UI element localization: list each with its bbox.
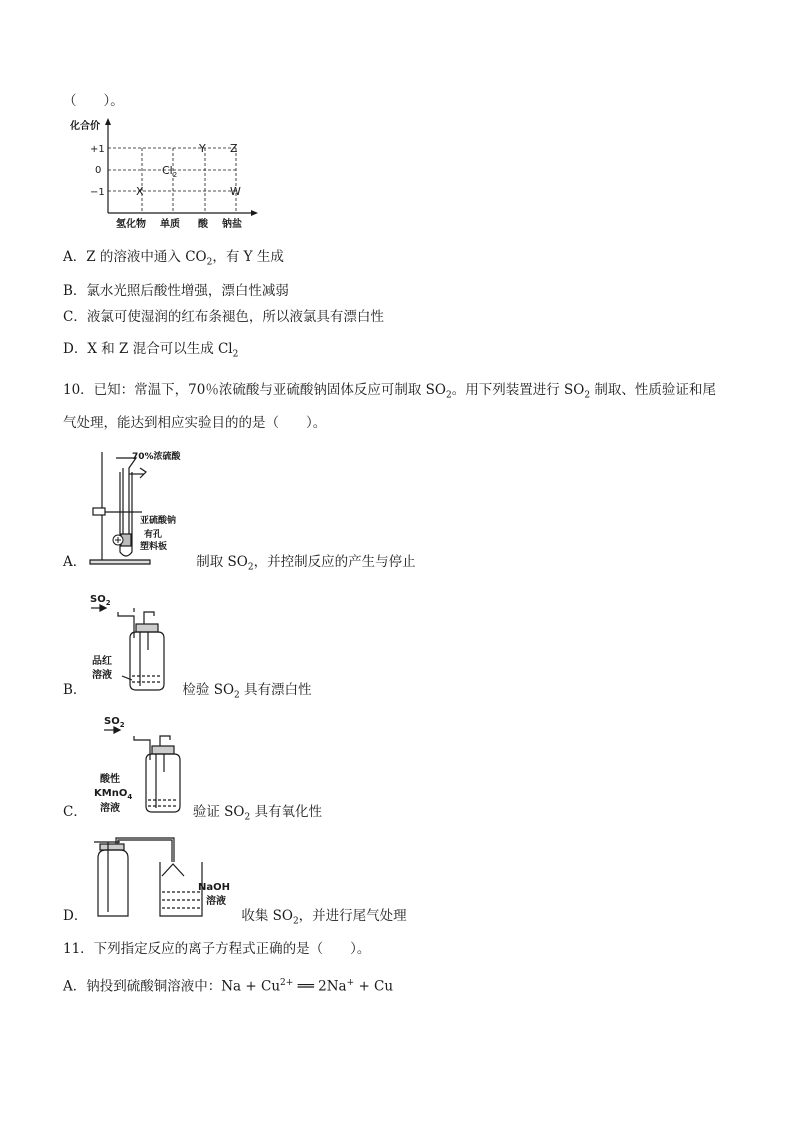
q10-stem-line1: 10．已知：常温下，70％浓硫酸与亚硫酸钠固体反应可制取 $SO_2$。用下列装置进行 $SO_2$ 制取、性质验证和尾 [63, 382, 716, 401]
fig-b-solution-label-1: 品红 [92, 656, 112, 667]
q11-stem: 11．下列指定反应的离子方程式正确的是（ ）。 [63, 941, 371, 957]
x-axis-arrow [251, 210, 258, 216]
figure-a-generator [88, 448, 228, 568]
fig-c-solution-label-1: 酸性 [100, 774, 120, 785]
fig-a-salt-label: 亚硫酸钠 [140, 516, 177, 526]
q9-option-b: B．氯水光照后酸性增强，漂白性减弱 [63, 283, 289, 299]
q10-stem-line2: 气处理，能达到相应实验目的的是（ ）。 [63, 415, 327, 431]
point-cl2: $Cl_2$ [162, 164, 178, 179]
fig-a-plate-label-1: 有孔 [144, 530, 163, 540]
point-w: W [230, 185, 241, 198]
fig-c-solution-label-3: 溶液 [100, 803, 120, 814]
ytick-zero: 0 [95, 165, 102, 176]
q10-option-d: D． 收集 $SO_2$，并进行尾气处理 [63, 908, 407, 927]
fig-b-gas-label: $SO_2$ [90, 594, 111, 607]
xtick-hydride: 氢化物 [116, 219, 146, 230]
fig-d-solution-label-1: NaOH [198, 882, 230, 893]
fig-c-gas-label: $SO_2$ [104, 716, 125, 729]
valence-chart [70, 116, 270, 232]
ytick-plus1: +1 [90, 144, 105, 155]
q9-stem-tail: （ ）。 [63, 93, 124, 109]
fig-a-plate-label-2: 塑料板 [140, 542, 168, 552]
xtick-acid: 酸 [198, 219, 208, 230]
y-axis-arrow [105, 118, 111, 125]
point-x: X [136, 185, 144, 198]
q10-option-a: A． 制取 $SO_2$，并控制反应的产生与停止 [63, 554, 416, 573]
point-y: Y [199, 142, 206, 155]
q9-option-c: C．液氯可使湿润的红布条褪色，所以液氯具有漂白性 [63, 309, 384, 325]
xtick-sodium-salt: 钠盐 [222, 219, 242, 230]
fig-d-solution-label-2: 溶液 [206, 896, 226, 907]
fig-a-acid-label: 70%浓硫酸 [132, 452, 181, 462]
q9-option-a: A．Z 的溶液中通入 $CO_2$，有 Y 生成 [63, 249, 284, 268]
q10-option-b: B． 检验 $SO_2$ 具有漂白性 [63, 682, 312, 701]
q10-option-c: C． 验证 $SO_2$ 具有氧化性 [63, 804, 322, 823]
q11-option-a: A．钠投到硫酸铜溶液中：$Na + Cu^{2+}$ ══ 2Na+ + Cu [63, 978, 394, 995]
fig-c-solution-label-2: KMnO$_4$ [94, 788, 133, 801]
chart-ylabel: 化合价 [70, 121, 100, 132]
q9-option-d: D．X 和 Z 混合可以生成 $Cl_2$ [63, 341, 239, 360]
fig-b-solution-label-2: 溶液 [92, 670, 112, 681]
xtick-element: 单质 [160, 219, 180, 230]
ytick-minus1: −1 [90, 187, 105, 198]
point-z: Z [230, 142, 238, 155]
